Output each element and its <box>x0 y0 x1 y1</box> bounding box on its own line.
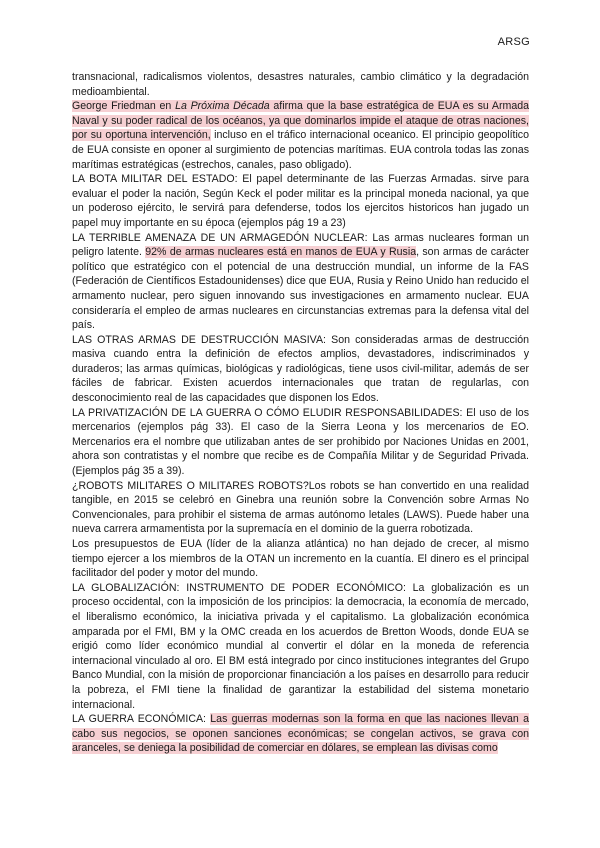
paragraph: Los presupuestos de EUA (líder de la alianza atlántica) no han dejado de crecer, al mismo tiempo ejercer a los miembros de la OTAN un incremento en la cuantía. El dinero es el principal facilitador del poder y motor del mundo. <box>72 538 529 580</box>
page-header: ARSG <box>497 36 530 48</box>
paragraph: transnacional, radicalismos violentos, desastres naturales, cambio climático y la degradación medioambiental. <box>72 71 529 98</box>
paragraph: LA PRIVATIZACIÓN DE LA GUERRA O CÓMO ELUDIR RESPONSABILIDADES: El uso de los mercenarios (ejemplos pág 33). El caso de la Sierra Leona y los mercenarios de EO. Mercenarios era el nombre que utilizaban antes de ser prohibido por Naciones Unidas en 2001, ahora son contratistas y el nombre que recibe es de Compañía Militar y de Seguridad Privada. (Ejemplos pág 35 a 39). <box>72 406 529 478</box>
paragraph: LA BOTA MILITAR DEL ESTADO: El papel determinante de las Fuerzas Armadas. sirve para evaluar el poder la nación, Según Keck el poder militar es la principal moneda nacional, ya que un poderoso ejército, le servirá para defenderse, todos los ejercitos historicos han jugado un papel muy importante en su época (ejemplos pág 19 a 23) <box>72 173 529 229</box>
document-body <box>72 70 529 756</box>
paragraph: LA TERRIBLE AMENAZA DE UN ARMAGEDÓN NUCLEAR: Las armas nucleares forman un peligro latente. 92% de armas nucleares está en manos de EUA y Rusia, son armas de carácter político que estratégico con el potencial de una destrucción mundial, un informe de la FAS (Federación de Científicos Estadounidenses) dice que EUA, Rusia y Reino Unido han reducido el armamento nuclear, pero siguen innovando sus investigaciones en armamento nuclear. EUA consideraría el empleo de armas nucleares en circunstancias extremas para la defensa vital del país. <box>72 231 529 332</box>
paragraph: ¿ROBOTS MILITARES O MILITARES ROBOTS?Los robots se han convertido en una realidad tangible, en 2015 se celebró en Ginebra una reunión sobre la Convención sobre Armas No Convencionales, para prohibir el sistema de armas autónomo letales (LAWS). Puede haber una nueva carrera armamentista por la supremacía en el dominio de la guerra robotizada. <box>72 479 529 536</box>
paragraph: LAS OTRAS ARMAS DE DESTRUCCIÓN MASIVA: Son consideradas armas de destrucción masiva cuando entra la definición de efectos amplios, devastadores, indiscriminados y duraderos; las armas químicas, biológicas y radiológicas, tiene usos civil-militar, además de ser fáciles de fabricar. Existen acuerdos internacionales que tratan de regularlas, con desconocimiento real de las capacidades que disponen los Edos. <box>72 333 529 405</box>
paragraph: George Friedman en La Próxima Década afirma que la base estratégica de EUA es su Armada Naval y su poder radical de los océanos, ya que dominarlos impide el ataque de otras naciones, por su oportuna intervención, incluso en el tráfico internacional oceanico. El principio geopolítico de EUA consiste en oponer al surgimiento de potencias marítimas. EUA controla todas las zonas marítimas estratégicas (estrechos, canales, paso obligado). <box>72 100 529 171</box>
paragraph: LA GLOBALIZACIÓN: INSTRUMENTO DE PODER ECONÓMICO: La globalización es un proceso occidental, con la imposición de los principios: la democracia, la economía de mercado, el liberalismo económico, la iniciativa privada y el capitalismo. La globalización económica amparada por el FMI, BM y la OMC creada en los acuerdos de Bretton Woods, donde EUA se erigió como líder económico mundial al convertir el dólar en la moneda de referencia internacional vinculado al oro. El BM está integrado por cinco instituciones integrantes del Grupo Banco Mundial, con la misión de proporcionar financiación a los países en desarrollo para reducir la pobreza, el FMI tiene la finalidad de garantizar la estabilidad del sistema monetario internacional. <box>72 581 529 711</box>
paragraph: LA GUERRA ECONÓMICA: Las guerras modernas son la forma en que las naciones llevan a cabo sus negocios, se oponen sanciones económicas; se congelan activos, se grava con aranceles, se deniega la posibilidad de comerciar en dólares, se emplean las divisas como <box>72 713 530 755</box>
